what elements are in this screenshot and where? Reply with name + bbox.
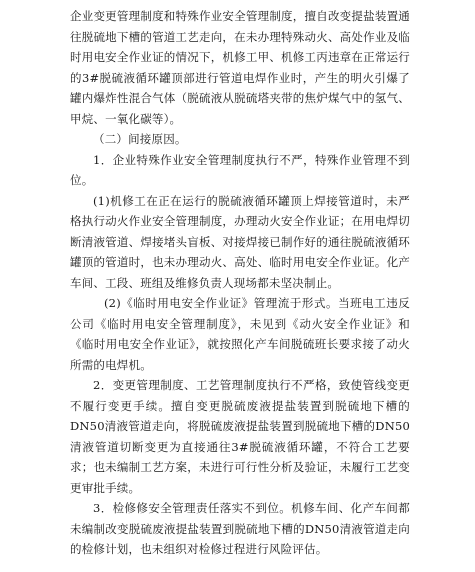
paragraph-item-1-1: (1)机修工在正在运行的脱硫液循环罐顶上焊接管道时，未严格执行动火作业安全管理制度，办理动火安全作业证；在用电焊切断清液管道、焊接堵头盲板、对接焊接已制作好的通往脱硫液循环罐顶的管道时，也未办理动火、高处、临时用电安全作业证。化产车间、工段、班组及维修负责人现场都未坚决制止。	[70, 193, 410, 290]
paragraph-direct-cause: 企业变更管理制度和特殊作业安全管理制度，擅自改变提盐装置通往脱硫地下槽的管道工艺走向，在未办理特殊动火、高处作业及临时用电安全作业证的情况下，机修工甲、机修工丙违章在正常运行的3#脱硫液循环罐顶部进行管道电焊作业时，产生的明火引爆了罐内爆炸性混合气体（脱硫液从脱硫塔夹带的焦炉煤气中的氢气、甲烷、一氧化碳等）。	[70, 9, 410, 126]
document-body	[70, 6, 410, 560]
paragraph-item-2: 2．变更管理制度、工艺管理制度执行不严格，致使管线变更不履行变更手续。擅自变更脱硫废液提盐装置到脱硫地下槽的DN50清液管道走向，将脱硫废液提盐装置到脱硫地下槽的DN50清液管道切断变更为直接通往3#脱硫液循环罐，不符合工艺要求；也未编制工艺方案，未进行可行性分析及验证，未履行工艺变更审批手续。	[70, 378, 410, 495]
heading-indirect-cause: （二）间接原因。	[93, 132, 187, 146]
paragraph-item-1-2: (2)《临时用电安全作业证》管理流于形式。当班电工违反公司《临时用电安全管理制度》，未见到《动火安全作业证》和《临时用电安全作业证》，就按照化产车间脱硫班长要求接了动火所需的电焊机。	[70, 296, 410, 372]
paragraph-item-1: 1．企业特殊作业安全管理制度执行不严，特殊作业管理不到位。	[70, 152, 410, 187]
paragraph-item-3: 3．检修修安全管理责任落实不到位。机修车间、化产车间都未编制改变脱硫废液提盐装置到脱硫地下槽的DN50清液管道走向的检修计划，也未组织对检修过程进行风险评估。	[70, 501, 410, 556]
